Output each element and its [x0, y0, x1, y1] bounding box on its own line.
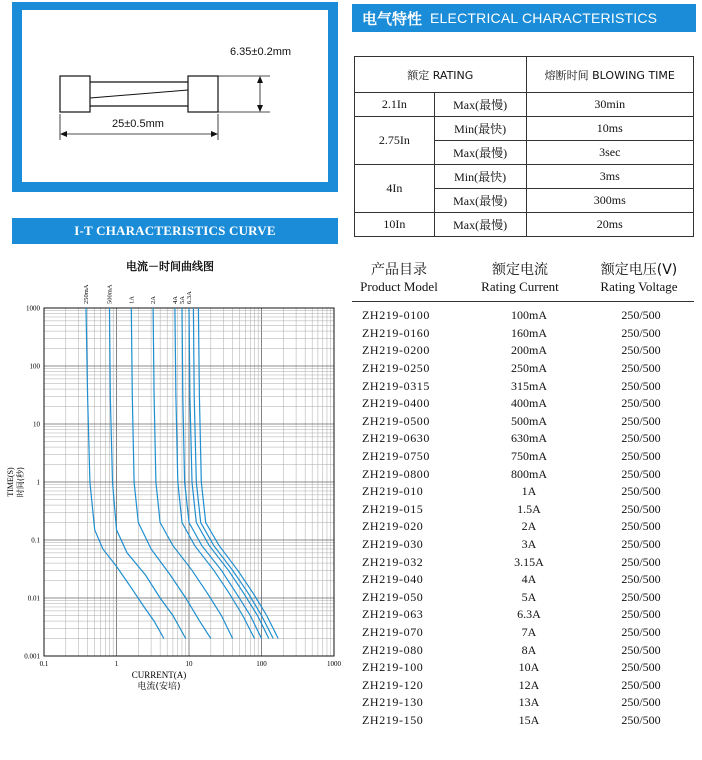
y-tick-label: 0.01 [27, 594, 40, 603]
rating-voltage-cell: 250/500 [621, 660, 661, 675]
rating-cell: 10In [355, 213, 435, 237]
rating-voltage-cell: 250/500 [621, 378, 661, 393]
table-row [352, 325, 694, 343]
diameter-label: 6.35±0.2mm [230, 46, 292, 58]
product-model-cell: ZH219-0250 [362, 361, 430, 376]
product-model-cell: ZH219-020 [362, 519, 424, 534]
rating-voltage-cell: 250/500 [621, 519, 661, 534]
table-row [352, 448, 694, 466]
rating-current-cell: 10A [518, 660, 540, 675]
rating-voltage-cell: 250/500 [621, 642, 661, 657]
x-tick-label: 0.1 [39, 660, 49, 668]
product-model-cell: ZH219-010 [362, 484, 424, 499]
rating-voltage-cell: 250/500 [621, 537, 661, 552]
header-rating-current [470, 262, 570, 294]
table-row [352, 571, 694, 589]
x-axis-label: CURRENT(A) [131, 670, 187, 680]
table-row [352, 553, 694, 571]
header-rating-current-en: Rating Current [481, 278, 559, 294]
rating-current-cell: 315mA [511, 378, 547, 393]
limit-cell: Max(最慢) [434, 141, 526, 165]
rating-current-cell: 160mA [511, 325, 547, 340]
electrical-banner-en: ELECTRICAL CHARACTERISTICS [430, 10, 658, 26]
rating-current-cell: 12A [518, 677, 540, 692]
electrical-table [354, 56, 694, 237]
header-product-model-cn: 产品目录 [371, 262, 427, 278]
series-label: 6.3A [186, 291, 193, 304]
y-tick-label: 1 [36, 478, 40, 487]
table-row [352, 501, 694, 519]
rating-voltage-cell: 250/500 [621, 308, 661, 323]
rating-current-cell: 1.5A [517, 501, 541, 516]
table-row [352, 395, 694, 413]
x-tick-label: 1 [114, 660, 119, 668]
curve-4A [175, 308, 255, 639]
product-model-cell: ZH219-030 [362, 537, 424, 552]
table-row [355, 213, 694, 237]
rating-cell: 2.75In [355, 117, 435, 165]
arrow-down-icon [257, 105, 263, 112]
series-label: 2A [150, 296, 158, 304]
product-model-cell: ZH219-080 [362, 642, 424, 657]
rating-current-cell: 3.15A [514, 554, 544, 569]
chart-curves [83, 284, 278, 638]
product-model-cell: ZH219-150 [362, 712, 424, 727]
product-model-cell: ZH219-0100 [362, 308, 430, 323]
rating-voltage-cell: 250/500 [621, 449, 661, 464]
time-cell: 300ms [526, 189, 693, 213]
limit-cell: Min(最快) [434, 165, 526, 189]
table-row [352, 712, 694, 730]
rating-voltage-cell: 250/500 [621, 361, 661, 376]
y-axis-label: TIME(S) [6, 467, 15, 497]
rating-voltage-cell: 250/500 [621, 325, 661, 340]
blowing-time-header: 熔断时间 BLOWING TIME [526, 57, 693, 93]
table-row [352, 465, 694, 483]
header-rating-current-cn: 额定电流 [492, 262, 548, 278]
product-model-cell: ZH219-130 [362, 695, 424, 710]
table-row [352, 536, 694, 554]
rating-current-cell: 250mA [511, 361, 547, 376]
fuse-drawing-area [22, 10, 328, 182]
product-model-cell: ZH219-050 [362, 589, 424, 604]
rating-cell: 2.1In [355, 93, 435, 117]
limit-cell: Max(最慢) [434, 189, 526, 213]
y-tick-label: 0.001 [24, 652, 40, 661]
table-row [355, 93, 694, 117]
rating-voltage-cell: 250/500 [621, 396, 661, 411]
rating-voltage-cell: 250/500 [621, 413, 661, 428]
rating-voltage-cell: 250/500 [621, 677, 661, 692]
fuse-right-cap [188, 76, 218, 112]
rating-current-cell: 2A [521, 519, 537, 534]
table-row [352, 589, 694, 607]
y-tick-label: 0.1 [31, 536, 40, 545]
rating-voltage-cell: 250/500 [621, 624, 661, 639]
rating-voltage-cell: 250/500 [621, 431, 661, 446]
fuse-left-cap [60, 76, 90, 112]
curve-250mA [86, 308, 164, 639]
rating-current-cell: 6.3A [517, 607, 541, 622]
series-label: 1A [128, 296, 136, 304]
table-row [352, 377, 694, 395]
limit-cell: Max(最慢) [434, 93, 526, 117]
header-rating-voltage-en: Rating Voltage [600, 278, 678, 294]
rating-current-cell: 800mA [511, 466, 547, 481]
time-cell: 20ms [526, 213, 693, 237]
rating-current-cell: 500mA [511, 413, 547, 428]
rating-current-cell: 4A [521, 572, 537, 587]
rating-voltage-cell: 250/500 [621, 712, 661, 727]
product-model-cell: ZH219-0500 [362, 413, 430, 428]
y-tick-label: 1000 [26, 304, 40, 313]
rating-current-cell: 1A [521, 484, 537, 499]
rating-current-cell: 8A [521, 642, 537, 657]
electrical-header-row [355, 57, 694, 93]
rating-voltage-cell: 250/500 [621, 501, 661, 516]
product-model-cell: ZH219-015 [362, 501, 424, 516]
table-row [352, 360, 694, 378]
product-model-cell: ZH219-0800 [362, 466, 430, 481]
curve-500mA [110, 308, 186, 639]
rating-current-cell: 5A [521, 589, 537, 604]
table-row [352, 694, 694, 712]
rating-current-cell: 630mA [511, 431, 547, 446]
product-model-cell: ZH219-0750 [362, 449, 430, 464]
x-tick-label: 10 [185, 660, 193, 668]
rating-voltage-cell: 250/500 [621, 572, 661, 587]
table-row [355, 117, 694, 141]
rating-header: 额定 RATING [355, 57, 527, 93]
fuse-element [90, 90, 188, 98]
time-cell: 30min [526, 93, 693, 117]
rating-current-cell: 400mA [511, 396, 547, 411]
x-tick-label: 1000 [327, 660, 341, 668]
y-tick-label: 100 [29, 362, 40, 371]
product-list [352, 307, 694, 729]
table-row [352, 430, 694, 448]
series-label: 250mA [83, 284, 91, 304]
table-row [355, 165, 694, 189]
limit-cell: Min(最快) [434, 117, 526, 141]
series-label: 5A [178, 296, 186, 304]
product-model-cell: ZH219-0630 [362, 431, 430, 446]
electrical-banner-cn: 电气特性 [362, 9, 423, 28]
rating-voltage-cell: 250/500 [621, 554, 661, 569]
y-axis-label-cn: 时间(秒) [16, 466, 25, 498]
it-curve-banner: I-T CHARACTERISTICS CURVE [12, 218, 338, 244]
header-product-model [352, 262, 446, 294]
length-label: 25±0.5mm [112, 118, 164, 130]
rating-voltage-cell: 250/500 [621, 484, 661, 499]
table-row [352, 342, 694, 360]
rating-current-cell: 200mA [511, 343, 547, 358]
rating-current-cell: 3A [521, 537, 537, 552]
product-model-cell: ZH219-0400 [362, 396, 430, 411]
it-chart [0, 272, 345, 702]
rating-current-cell: 100mA [511, 308, 547, 323]
rating-voltage-cell: 250/500 [621, 466, 661, 481]
arrow-right-icon [211, 131, 218, 137]
header-rating-voltage [584, 262, 694, 294]
rating-current-cell: 750mA [511, 449, 547, 464]
time-cell: 3ms [526, 165, 693, 189]
series-label: 4A [171, 296, 179, 304]
header-divider [352, 301, 694, 302]
table-row [352, 606, 694, 624]
rating-voltage-cell: 250/500 [621, 607, 661, 622]
time-cell: 3sec [526, 141, 693, 165]
time-cell: 10ms [526, 117, 693, 141]
table-row [352, 641, 694, 659]
table-row [352, 624, 694, 642]
rating-current-cell: 13A [518, 695, 540, 710]
table-row [352, 518, 694, 536]
table-row [352, 307, 694, 325]
product-model-cell: ZH219-100 [362, 660, 424, 675]
arrow-left-icon [60, 131, 67, 137]
product-model-cell: ZH219-120 [362, 677, 424, 692]
product-model-cell: ZH219-032 [362, 554, 424, 569]
table-row [352, 483, 694, 501]
product-model-cell: ZH219-0315 [362, 378, 430, 393]
rating-current-cell: 7A [521, 624, 537, 639]
table-row [352, 676, 694, 694]
y-tick-label: 10 [33, 420, 40, 429]
table-row [352, 413, 694, 431]
header-product-model-en: Product Model [360, 278, 438, 294]
electrical-banner [352, 4, 696, 32]
series-label: 500mA [106, 284, 114, 304]
fuse-drawing [22, 10, 328, 182]
rating-voltage-cell: 250/500 [621, 589, 661, 604]
x-tick-label: 100 [256, 660, 267, 668]
header-rating-voltage-cn: 额定电压(V) [600, 262, 678, 278]
rating-voltage-cell: 250/500 [621, 343, 661, 358]
product-model-cell: ZH219-0160 [362, 325, 430, 340]
product-model-cell: ZH219-040 [362, 572, 424, 587]
curve-2A [153, 308, 233, 639]
product-model-cell: ZH219-063 [362, 607, 424, 622]
chart-title: 电流－时间曲线图 [126, 260, 214, 273]
table-row [352, 659, 694, 677]
product-model-cell: ZH219-0200 [362, 343, 430, 358]
rating-cell: 4In [355, 165, 435, 213]
arrow-up-icon [257, 76, 263, 83]
x-axis-label-cn: 电流(安培) [137, 682, 181, 692]
product-model-cell: ZH219-070 [362, 624, 424, 639]
rating-current-cell: 15A [518, 712, 540, 727]
fuse-drawing-panel [12, 2, 338, 192]
rating-voltage-cell: 250/500 [621, 695, 661, 710]
curve-series-8 [198, 308, 278, 639]
limit-cell: Max(最慢) [434, 213, 526, 237]
